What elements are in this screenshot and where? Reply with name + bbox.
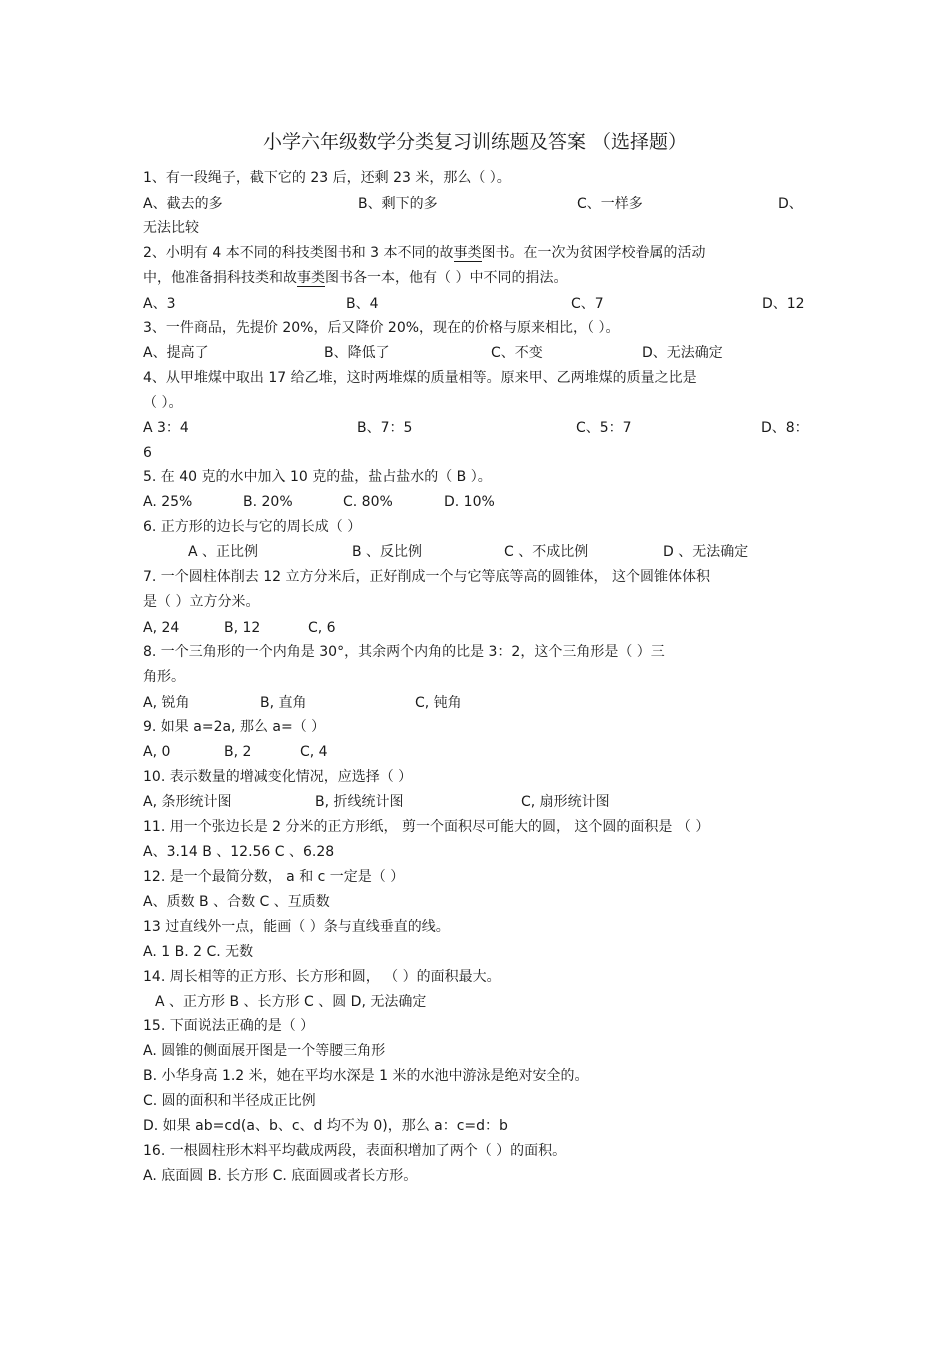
q9-option-b: B, 2: [224, 744, 252, 760]
q4-option-d-text: 6: [143, 445, 152, 461]
q10-stem: 10. 表示数量的增减变化情况，应选择（ ）: [143, 769, 413, 785]
q5-stem: 5. 在 40 克的水中加入 10 克的盐，盐占盐水的（ B ）。: [143, 469, 492, 485]
q8-option-a: A, 锐角: [143, 695, 190, 711]
q12-stem: 12. 是一个最简分数， a 和 c 一定是（ ）: [143, 869, 405, 885]
q1-option-d: D、: [778, 196, 803, 212]
q2-option-c: C、7: [571, 296, 604, 312]
q10-option-c: C, 扇形统计图: [521, 794, 610, 810]
q3-stem: 3、一件商品，先提价 20%，后又降价 20%，现在的价格与原来相比，（ ）。: [143, 320, 620, 336]
q8-stem-line1: 8. 一个三角形的一个内角是 30°，其余两个内角的比是 3：2，这个三角形是（ ）三: [143, 644, 665, 660]
q1-option-d-text: 无法比较: [143, 220, 199, 236]
q3-option-b: B、降低了: [324, 345, 390, 361]
q12-options: A、质数 B 、合数 C 、互质数: [143, 894, 330, 910]
q5-option-c: C. 80%: [343, 494, 393, 510]
q4-stem-line2: （ ）。: [143, 395, 183, 411]
q4-stem-line1: 4、从甲堆煤中取出 17 给乙堆，这时两堆煤的质量相等。原来甲、乙两堆煤的质量之比是: [143, 370, 697, 386]
q14-stem: 14. 周长相等的正方形、长方形和圆， （ ）的面积最大。: [143, 969, 501, 985]
q6-option-c: C 、不成比例: [504, 544, 589, 560]
q4-option-c: C、5：7: [576, 420, 632, 436]
q7-stem-line1: 7. 一个圆柱体削去 12 立方分米后，正好削成一个与它等底等高的圆锥体， 这个圆锥体体积: [143, 569, 710, 585]
q11-stem: 11. 用一个张边长是 2 分米的正方形纸， 剪一个面积尽可能大的圆， 这个圆的面积是 （ ）: [143, 819, 710, 835]
q2-option-d: D、12: [762, 296, 805, 312]
q4-option-b: B、7：5: [357, 420, 413, 436]
q3-option-a: A、提高了: [143, 345, 209, 361]
q5-option-b: B. 20%: [243, 494, 293, 510]
q5-option-a: A. 25%: [143, 494, 193, 510]
q8-stem-line2: 角形。: [143, 669, 185, 685]
q3-option-c: C、不变: [491, 345, 543, 361]
q2-option-a: A、3: [143, 296, 176, 312]
q5-option-d: D. 10%: [444, 494, 495, 510]
q2-stem-line1: 2、小明有 4 本不同的科技类图书和 3 本不同的故事类图书。在一次为贫困学校眷属的活动: [143, 245, 706, 261]
q13-stem: 13 过直线外一点，能画（ ）条与直线垂直的线。: [143, 919, 450, 935]
q10-option-a: A, 条形统计图: [143, 794, 232, 810]
q6-option-b: B 、反比例: [352, 544, 423, 560]
q16-options: A. 底面圆 B. 长方形 C. 底面圆或者长方形。: [143, 1168, 418, 1184]
q1-option-b: B、剩下的多: [358, 196, 438, 212]
q8-option-b: B, 直角: [260, 695, 307, 711]
q15-option-b: B. 小华身高 1.2 米，她在平均水深是 1 米的水池中游泳是绝对安全的。: [143, 1068, 589, 1084]
q9-option-c: C, 4: [300, 744, 328, 760]
q7-option-c: C, 6: [308, 620, 336, 636]
q6-option-a: A 、正比例: [188, 544, 259, 560]
page-title: 小学六年级数学分类复习训练题及答案 （选择题）: [262, 131, 688, 153]
q3-option-d: D、无法确定: [642, 345, 723, 361]
q13-options: A. 1 B. 2 C. 无数: [143, 944, 254, 960]
q16-stem: 16. 一根圆柱形木料平均截成两段，表面积增加了两个（ ）的面积。: [143, 1143, 567, 1159]
q1-option-c: C、一样多: [577, 196, 643, 212]
q1-option-a: A、截去的多: [143, 196, 223, 212]
q11-options: A、3.14 B 、12.56 C 、6.28: [143, 844, 335, 860]
q6-option-d: D 、无法确定: [663, 544, 749, 560]
q7-option-b: B, 12: [224, 620, 261, 636]
q9-option-a: A, 0: [143, 744, 171, 760]
q4-option-a: A 3：4: [143, 420, 189, 436]
q2-option-b: B、4: [346, 296, 379, 312]
q15-stem: 15. 下面说法正确的是（ ）: [143, 1018, 315, 1034]
q15-option-a: A. 圆锥的侧面展开图是一个等腰三角形: [143, 1043, 386, 1059]
q10-option-b: B, 折线统计图: [315, 794, 404, 810]
q2-stem-line2: 中，他准备捐科技类和故事类图书各一本，他有（ ）中不同的捐法。: [143, 270, 568, 286]
q15-option-d: D. 如果 ab=cd(a、b、c、d 均不为 0)，那么 a：c=d：b: [143, 1118, 508, 1134]
q9-stem: 9. 如果 a=2a, 那么 a=（ ）: [143, 719, 326, 735]
q6-stem: 6. 正方形的边长与它的周长成（ ）: [143, 519, 362, 535]
q14-options: A 、正方形 B 、长方形 C 、圆 D, 无法确定: [155, 994, 427, 1010]
q15-option-c: C. 圆的面积和半径成正比例: [143, 1093, 316, 1109]
q8-option-c: C, 钝角: [415, 695, 462, 711]
q1-stem: 1、有一段绳子，截下它的 23 后，还剩 23 米，那么（ ）。: [143, 170, 511, 186]
q7-stem-line2: 是（ ）立方分米。: [143, 594, 260, 610]
q7-option-a: A, 24: [143, 620, 180, 636]
q4-option-d: D、8：: [761, 420, 809, 436]
